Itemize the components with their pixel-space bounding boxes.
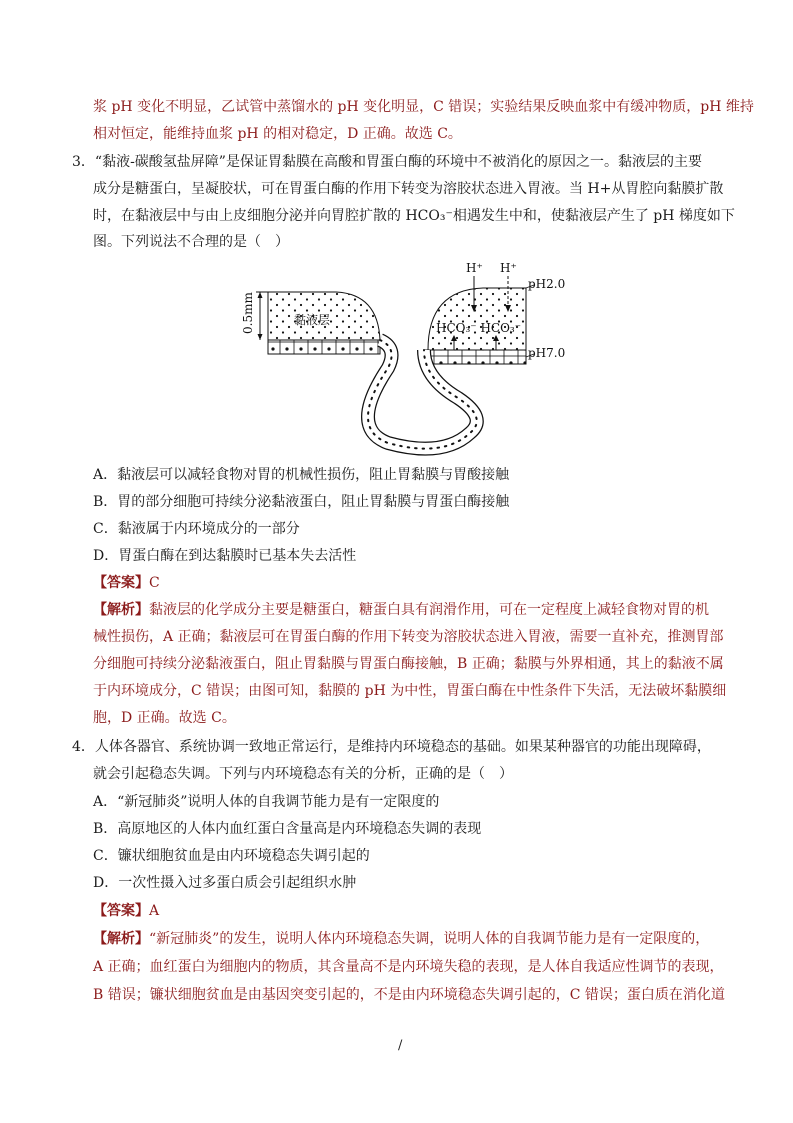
- h-ion-label-1: H⁺: [466, 261, 483, 275]
- thickness-label: 0.5mm: [241, 292, 255, 334]
- q3-analysis-line-4: 于内环境成分，C 错误；由图可知，黏膜的 pH 为中性，胃蛋白酶在中性条件下失活，无法破坏黏膜细: [93, 683, 727, 699]
- q4-option-b: B．高原地区的人体内血红蛋白含量高是内环境稳态失调的表现: [93, 821, 482, 837]
- q4-answer: [93, 901, 159, 921]
- q3-option-c: C．黏液属于内环境成分的一部分: [93, 521, 300, 537]
- h-ion-label-2: H⁺: [500, 261, 517, 275]
- answer-tag: 【答案】: [93, 575, 149, 591]
- q4-stem-line-2: 就会引起稳态失调。下列与内环境稳态有关的分析，正确的是（ ）: [93, 766, 513, 782]
- q4-stem-line-1: 4．人体各器官、系统协调一致地正常运行，是维持内环境稳态的基础。如果某种器官的功能出现障碍，: [72, 739, 711, 755]
- answer-value: A: [149, 903, 160, 919]
- q4-analysis-line-3: B 错误；镰状细胞贫血是由基因突变引起的，不是由内环境稳态失调引起的，C 错误；蛋白质在消化道: [93, 987, 725, 1003]
- q3-stem-line-2: 成分是糖蛋白，呈凝胶状，可在胃蛋白酶的作用下转变为溶胶状态进入胃液。当 H+从胃腔向黏膜扩散: [93, 181, 724, 197]
- q3-option-b: B．胃的部分细胞可持续分泌黏液蛋白，阻止胃黏膜与胃蛋白酶接触: [93, 494, 510, 510]
- q4-option-c: C．镰状细胞贫血是由内环境稳态失调引起的: [93, 848, 370, 864]
- hco3-label: HCO₃⁻ HCO₃⁻: [436, 321, 522, 335]
- analysis-tag: 【解析】: [93, 602, 149, 618]
- right-mucus-layer: [428, 288, 526, 350]
- q3-analysis-line-1: [93, 600, 709, 620]
- right-epithelium: [424, 350, 526, 364]
- page-number: /: [398, 1038, 403, 1053]
- analysis-text: “新冠肺炎”的发生，说明人体内环境稳态失调，说明人体的自我调节能力是有一定限度的，: [149, 931, 710, 947]
- q3-analysis-line-5: 胞，D 正确。故选 C。: [93, 710, 236, 726]
- q3-answer: [93, 573, 160, 593]
- mucus-layer-label: 黏液层: [294, 313, 331, 327]
- q3-option-d: D．胃蛋白酶在到达黏膜时已基本失去活性: [93, 548, 357, 564]
- answer-value: C: [149, 575, 160, 591]
- left-epithelium: [268, 340, 380, 354]
- ph-bottom-label: pH7.0: [528, 346, 566, 360]
- q3-analysis-line-2: 械性损伤，A 正确；黏液层可在胃蛋白酶的作用下转变为溶胶状态进入胃液，需要一直补充，推测胃部: [93, 629, 724, 645]
- intro-line-1: 浆 pH 变化不明显，乙试管中蒸馏水的 pH 变化明显，C 错误；实验结果反映血浆中有缓冲物质，pH 维持: [93, 99, 754, 115]
- answer-tag: 【答案】: [93, 903, 149, 919]
- analysis-tag: 【解析】: [93, 931, 149, 947]
- analysis-text: 黏液层的化学成分主要是糖蛋白，糖蛋白具有润滑作用，可在一定程度上减轻食物对胃的机: [149, 602, 709, 618]
- q4-option-d: D．一次性摄入过多蛋白质会引起组织水肿: [93, 875, 357, 891]
- q3-stem-line-1: 3．“黏液-碳酸氢盐屏障”是保证胃黏膜在高酸和胃蛋白酶的环境中不被消化的原因之一。黏液层的主要: [72, 154, 702, 170]
- q3-stem-line-3: 时，在黏液层中与由上皮细胞分泌并向胃腔扩散的 HCO₃⁻相遇发生中和，使黏液层产生了 pH 梯度如下: [93, 208, 735, 224]
- q3-option-a: A．黏液层可以减轻食物对胃的机械性损伤，阻止胃黏膜与胃酸接触: [93, 467, 510, 483]
- q4-analysis-line-1: [93, 929, 709, 949]
- q3-stem-line-4: 图。下列说法不合理的是（ ）: [93, 234, 289, 250]
- ph-top-label: pH2.0: [528, 277, 566, 291]
- q3-analysis-line-3: 分细胞可持续分泌黏液蛋白，阻止胃黏膜与胃蛋白酶接触，B 正确；黏膜与外界相通，其上的黏液不属: [93, 656, 724, 672]
- q4-option-a: A．“新冠肺炎”说明人体的自我调节能力是有一定限度的: [93, 794, 440, 810]
- mucus-ph-gradient-figure: [238, 258, 568, 458]
- intro-line-2: 相对恒定，能维持血浆 pH 的相对稳定，D 正确。故选 C。: [93, 126, 462, 142]
- q4-analysis-line-2: A 正确；血红蛋白为细胞内的物质，其含量高不是内环境失稳的表现，是人体自我适应性调节的表现，: [93, 959, 724, 975]
